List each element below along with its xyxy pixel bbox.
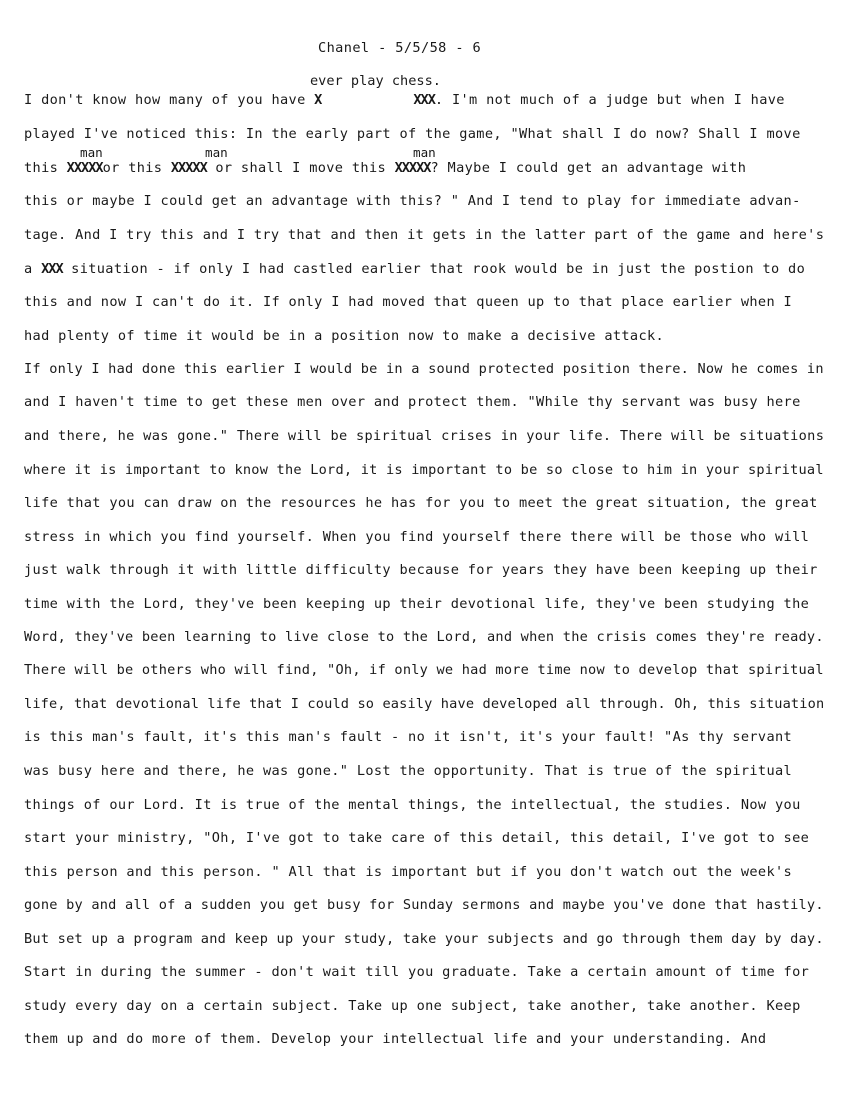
strikeout-mark: X bbox=[314, 92, 322, 108]
text-line: But set up a program and keep up your study, take your subjects and go through them day by day. bbox=[24, 931, 824, 947]
text-line: this and now I can't do it. If only I had moved that queen up to that place earlier when I bbox=[24, 294, 793, 310]
text-line: is this man's fault, it's this man's fault - no it isn't, it's your fault! "As thy servant bbox=[24, 729, 793, 745]
line-segment: I don't know how many of you have bbox=[24, 92, 315, 108]
text-line: If only I had done this earlier I would be in a sound protected position there. Now he comes in bbox=[24, 361, 824, 377]
text-line: where it is important to know the Lord, it is important to be so close to him in your spiritual bbox=[24, 462, 824, 478]
text-line: this or maybe I could get an advantage with this? " And I tend to play for immediate advan- bbox=[24, 193, 801, 209]
text-line: and I haven't time to get these men over and protect them. "While thy servant was busy here bbox=[24, 394, 801, 410]
text-line: was busy here and there, he was gone." Lost the opportunity. That is true of the spiritual bbox=[24, 763, 793, 779]
text-line: had plenty of time it would be in a position now to make a decisive attack. bbox=[24, 328, 665, 344]
text-line: Start in during the summer - don't wait till you graduate. Take a certain amount of time for bbox=[24, 964, 810, 980]
text-line: tage. And I try this and I try that and then it gets in the latter part of the game and here's bbox=[24, 227, 825, 243]
insertion-man-3: man bbox=[413, 145, 436, 160]
text-line: just walk through it with little difficulty because for years they have been keeping up their bbox=[24, 562, 818, 578]
text-line: played I've noticed this: In the early part of the game, "What shall I do now? Shall I move bbox=[24, 126, 801, 142]
line-segment: situation - if only I had castled earlier that rook would be in just the postion to do bbox=[62, 261, 806, 277]
text-line bbox=[24, 261, 805, 277]
line-segment: or this bbox=[102, 160, 171, 176]
text-line: Word, they've been learning to live close to the Lord, and when the crisis comes they're ready. bbox=[24, 629, 824, 645]
line-segment: a bbox=[24, 261, 42, 277]
strikeout-mark: XXXXX bbox=[66, 160, 103, 176]
strikeout-mark: XXXXX bbox=[394, 160, 431, 176]
line-segment: or shall I move this bbox=[206, 160, 395, 176]
text-line: life that you can draw on the resources he has for you to meet the great situation, the great bbox=[24, 495, 818, 511]
text-line bbox=[24, 160, 746, 176]
line-segment: ? Maybe I could get an advantage with bbox=[430, 160, 747, 176]
strikeout-mark: XXX bbox=[413, 92, 435, 108]
insertion-man-2: man bbox=[205, 145, 228, 160]
text-line: start your ministry, "Oh, I've got to take care of this detail, this detail, I've got to see bbox=[24, 830, 810, 846]
text-line bbox=[24, 92, 785, 108]
text-line: life, that devotional life that I could so easily have developed all through. Oh, this situation bbox=[24, 696, 825, 712]
strikeout-mark: XXXXX bbox=[170, 160, 207, 176]
strikeout-mark: XXX bbox=[41, 261, 63, 277]
insertion-man-1: man bbox=[80, 145, 103, 160]
text-line: gone by and all of a sudden you get busy for Sunday sermons and maybe you've done that hastily. bbox=[24, 897, 824, 913]
insertion-ever-play-chess: ever play chess. bbox=[310, 73, 441, 89]
text-line: and there, he was gone." There will be spiritual crises in your life. There will be situations bbox=[24, 428, 825, 444]
line-segment: . I'm not much of a judge but when I have bbox=[434, 92, 785, 108]
text-line: stress in which you find yourself. When you find yourself there there will be those who will bbox=[24, 529, 810, 545]
text-line: time with the Lord, they've been keeping up their devotional life, they've been studying the bbox=[24, 596, 810, 612]
text-line: this person and this person. " All that is important but if you don't watch out the week's bbox=[24, 864, 793, 880]
text-line: things of our Lord. It is true of the mental things, the intellectual, the studies. Now you bbox=[24, 797, 801, 813]
page-header: Chanel - 5/5/58 - 6 bbox=[318, 40, 482, 56]
text-line: There will be others who will find, "Oh, if only we had more time now to develop that spiritual bbox=[24, 662, 824, 678]
line-segment: this bbox=[24, 160, 67, 176]
text-line: them up and do more of them. Develop your intellectual life and your understanding. And bbox=[24, 1031, 767, 1047]
text-line: study every day on a certain subject. Take up one subject, take another, take another. Keep bbox=[24, 998, 801, 1014]
